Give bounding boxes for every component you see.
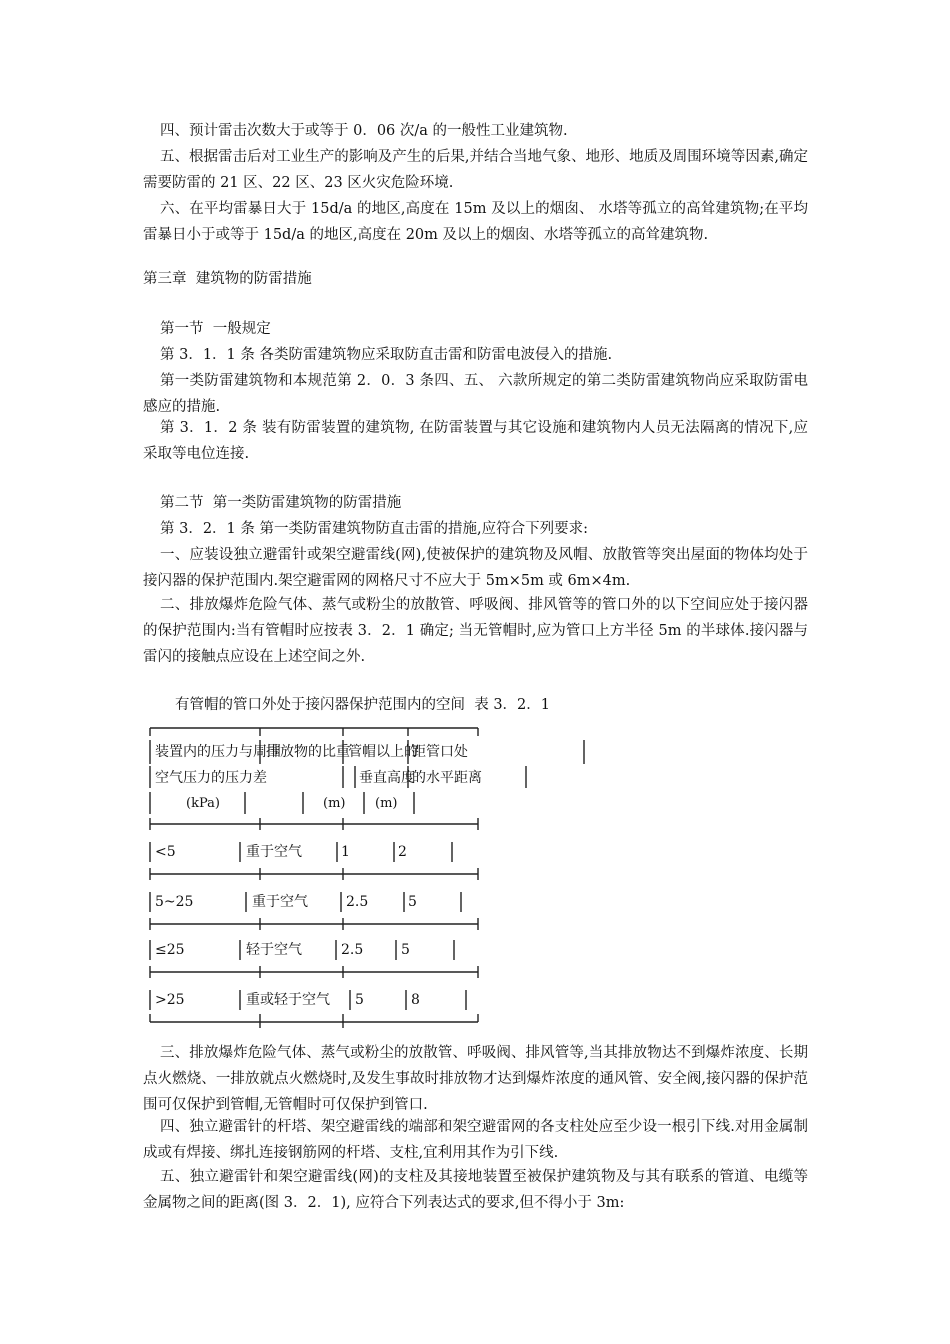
- requirement-2: 二、排放爆炸危险气体、蒸气或粉尘的放散管、呼吸阀、排风管等的管口外的以下空间应处于接闪器的保护范围内:当有管帽时应按表 3．2．1 确定; 当无管帽时,应为管口上方半径 5m 的半球体.接闪器与雷闪的接触点应设在上述空间之外.: [143, 597, 808, 665]
- table-cell-r2-density: 重于空气: [252, 894, 308, 910]
- table-cell-r2-height: 2.5: [346, 894, 369, 910]
- header-pressure-unit: (kPa): [186, 796, 220, 811]
- article-3-2-1: 第 3．2．1 条 第一类防雷建筑物防直击雷的措施,应符合下列要求:: [160, 521, 588, 537]
- header-height-line1: 管帽以上的: [348, 744, 418, 760]
- paragraph-item-5: 五、根据雷击后对工业生产的影响及产生的后果,并结合当地气象、地形、地质及周围环境等因素,确定需要防雷的 21 区、22 区、23 区火灾危险环境.: [143, 149, 808, 191]
- header-distance-line2: 的水平距离: [412, 770, 482, 786]
- table-cell-r4-density: 重或轻于空气: [246, 992, 330, 1008]
- data-table: [148, 722, 588, 1032]
- header-distance-unit: (m): [375, 796, 398, 811]
- table-cell-r4-distance: 8: [411, 992, 420, 1008]
- table-cell-r1-height: 1: [341, 844, 350, 860]
- article-3-1-1: 第 3．1．1 条 各类防雷建筑物应采取防直击雷和防雷电波侵入的措施.: [160, 347, 613, 363]
- table-cell-r3-pressure: ≤25: [155, 942, 185, 958]
- header-density: 排放物的比重: [266, 744, 350, 760]
- table-cell-r1-pressure: <5: [155, 844, 176, 860]
- article-3-1-2: 第 3．1．2 条 装有防雷装置的建筑物, 在防雷装置与其它设施和建筑物内人员无法隔离的情况下,应采取等电位连接.: [143, 420, 808, 462]
- table-cell-r3-distance: 5: [401, 942, 410, 958]
- table-cell-r2-distance: 5: [408, 894, 417, 910]
- table-cell-r4-height: 5: [355, 992, 364, 1008]
- paragraph-induction: 第一类防雷建筑物和本规范第 2．0．3 条四、五、 六款所规定的第二类防雷建筑物尚应采取防雷电感应的措施.: [143, 373, 808, 415]
- requirement-3: 三、排放爆炸危险气体、蒸气或粉尘的放散管、呼吸阀、排风管等,当其排放物达不到爆炸浓度、长期点火燃烧、一排放就点火燃烧时,及发生事故时排放物才达到爆炸浓度的通风管、安全阀,接闪器的保护范围可仅保护到管帽,无管帽时可仅保护到管口.: [143, 1045, 808, 1113]
- table-cell-r4-pressure: >25: [155, 992, 185, 1008]
- table-cell-r1-density: 重于空气: [246, 844, 302, 860]
- header-distance-line1: 距管口处: [412, 744, 468, 760]
- table-cell-r3-density: 轻于空气: [246, 942, 302, 958]
- requirement-1: 一、应装设独立避雷针或架空避雷线(网),使被保护的建筑物及风帽、放散管等突出屋面的物体均处于接闪器的保护范围内.架空避雷网的网格尺寸不应大于 5m×5m 或 6m×4m.: [143, 547, 808, 589]
- table-caption: 有管帽的管口外处于接闪器保护范围内的空间 表 3．2．1: [175, 697, 551, 713]
- header-height-unit: (m): [323, 796, 346, 811]
- table-cell-r1-distance: 2: [398, 844, 407, 860]
- paragraph-item-4: 四、预计雷击次数大于或等于 0．06 次/a 的一般性工业建筑物.: [160, 123, 568, 139]
- header-height-line2: 垂直高度: [359, 770, 415, 786]
- table-cell-r3-height: 2.5: [341, 942, 364, 958]
- section-title-2: 第二节 第一类防雷建筑物的防雷措施: [160, 495, 402, 511]
- requirement-4: 四、独立避雷针的杆塔、架空避雷线的端部和架空避雷网的各支柱处应至少设一根引下线.对用金属制成或有焊接、绑扎连接钢筋网的杆塔、支柱,宜利用其作为引下线.: [143, 1119, 808, 1161]
- section-title-1: 第一节 一般规定: [160, 321, 271, 337]
- requirement-5: 五、独立避雷针和架空避雷线(网)的支柱及其接地装置至被保护建筑物及与其有联系的管道、电缆等金属物之间的距离(图 3．2．1), 应符合下列表达式的要求,但不得小于 3m:: [143, 1169, 808, 1211]
- header-pressure-line1: 装置内的压力与周围: [155, 744, 281, 760]
- paragraph-item-6: 六、在平均雷暴日大于 15d/a 的地区,高度在 15m 及以上的烟囱、 水塔等孤立的高耸建筑物;在平均雷暴日小于或等于 15d/a 的地区,高度在 20m 及以上的烟囱、水塔等孤立的高耸建筑物.: [143, 201, 808, 243]
- header-pressure-line2: 空气压力的压力差: [155, 770, 267, 786]
- chapter-title: 第三章 建筑物的防雷措施: [143, 271, 312, 287]
- table-cell-r2-pressure: 5~25: [155, 894, 194, 910]
